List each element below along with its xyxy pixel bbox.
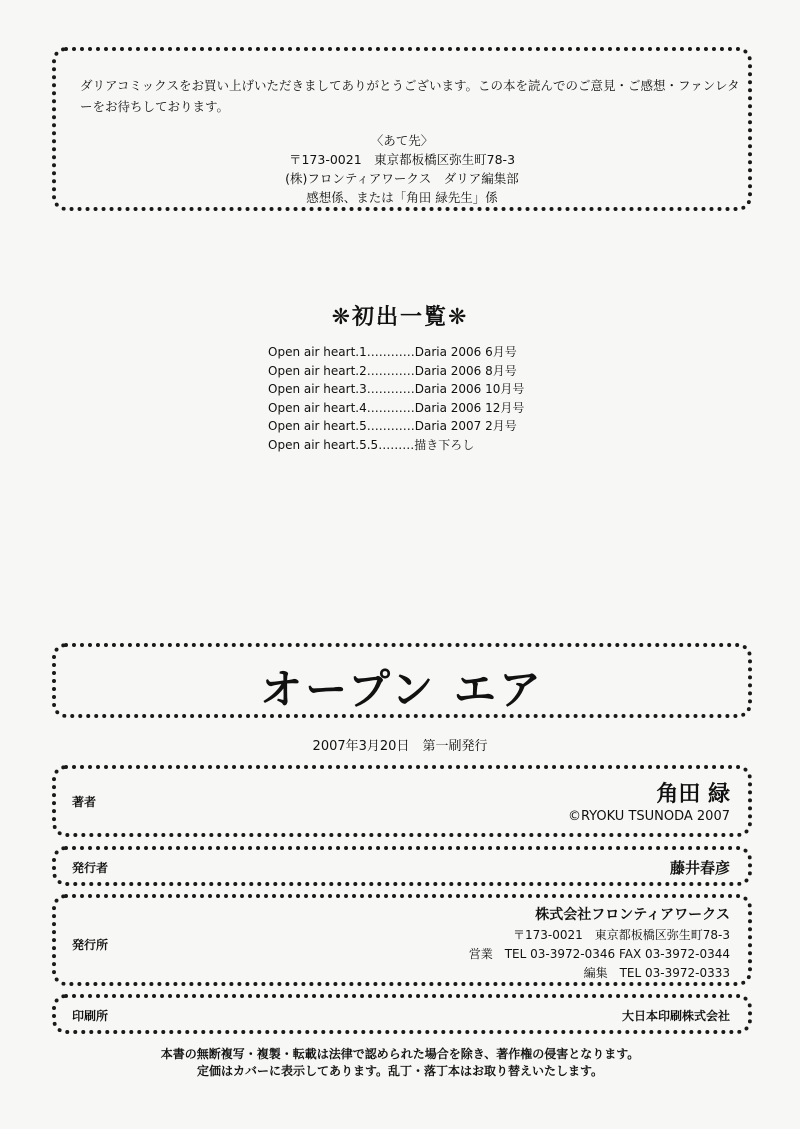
editorial-contact: 編集 TEL 03-3972-0333 bbox=[583, 966, 730, 980]
episode-source: Daria 2006 12月号 bbox=[414, 400, 525, 415]
leader-dots: ………… bbox=[366, 400, 415, 415]
leader-dots: ……… bbox=[378, 437, 415, 452]
copyright-warning: 本書の無断複写・複製・転載は法律で認められた場合を除き、著作権の侵害となります。 bbox=[160, 1047, 640, 1061]
episode-source: Daria 2006 8月号 bbox=[414, 363, 517, 378]
company-address: 〒173-0021 東京都板橋区弥生町78-3 bbox=[512, 928, 730, 942]
first-appearance-list bbox=[268, 343, 524, 454]
publishing-house-label: 発行所 bbox=[72, 938, 109, 952]
episode-source: Daria 2006 6月号 bbox=[414, 345, 517, 359]
price-note: 定価はカバーに表示してあります。乱丁・落丁本はお取り替えいたします。 bbox=[196, 1064, 604, 1078]
episode-title: Open air heart.5 bbox=[268, 419, 367, 433]
book-title-box bbox=[52, 643, 752, 718]
first-appearance-row bbox=[268, 417, 524, 436]
first-appearance-row bbox=[268, 399, 524, 418]
author-name: 角田 緑 bbox=[656, 782, 730, 807]
first-appearance-row bbox=[268, 436, 524, 455]
leader-dots: ………… bbox=[366, 419, 415, 433]
publication-date: 2007年3月20日 第一刷発行 bbox=[312, 739, 488, 754]
episode-title: Open air heart.5.5 bbox=[268, 437, 379, 452]
company-name: 株式会社フロンティアワークス bbox=[535, 907, 730, 923]
printer-label: 印刷所 bbox=[72, 1009, 109, 1023]
address-line-3: 感想係、または「角田 緑先生」係 bbox=[306, 190, 498, 205]
leader-dots: ………… bbox=[366, 363, 415, 378]
publisher-box bbox=[52, 846, 752, 886]
publishing-house-box bbox=[52, 894, 752, 986]
leader-dots: ………… bbox=[366, 382, 415, 396]
address-header: 〈あて先〉 bbox=[370, 133, 434, 148]
leader-dots: ………… bbox=[366, 345, 415, 359]
first-appearance-title: ❋初出一覧❋ bbox=[331, 305, 469, 330]
address-line-2: (株)フロンティアワークス ダリア編集部 bbox=[285, 171, 519, 186]
printer-box bbox=[52, 994, 752, 1034]
author-box bbox=[52, 765, 752, 837]
episode-source: Daria 2006 10月号 bbox=[414, 382, 525, 396]
sales-contact: 営業 TEL 03-3972-0346 FAX 03-3972-0344 bbox=[468, 947, 730, 961]
episode-title: Open air heart.4 bbox=[268, 400, 367, 415]
episode-title: Open air heart.3 bbox=[268, 382, 367, 396]
address-line-1: 〒173-0021 東京都板橋区弥生町78-3 bbox=[288, 152, 516, 167]
legal-footer bbox=[0, 1046, 800, 1080]
mailing-address bbox=[56, 131, 748, 207]
episode-source: Daria 2007 2月号 bbox=[414, 419, 517, 433]
book-title: オープン エア bbox=[260, 665, 544, 714]
copyright-notice: ©RYOKU TSUNODA 2007 bbox=[567, 809, 730, 824]
printer-name: 大日本印刷株式会社 bbox=[621, 1009, 730, 1023]
author-label: 著者 bbox=[72, 795, 97, 809]
first-appearance-row bbox=[268, 343, 524, 362]
first-appearance-row bbox=[268, 362, 524, 381]
reader-notice-box bbox=[52, 47, 752, 211]
publisher-label: 発行者 bbox=[72, 861, 109, 875]
episode-title: Open air heart.1 bbox=[268, 345, 367, 359]
episode-source: 描き下ろし bbox=[414, 437, 475, 452]
publisher-name: 藤井春彦 bbox=[669, 859, 730, 877]
first-appearance-row bbox=[268, 380, 524, 399]
episode-title: Open air heart.2 bbox=[268, 363, 367, 378]
reader-notice-message: ダリアコミックスをお買い上げいただきましてありがとうございます。この本を読んでのご意見・ご感想・ファンレターをお待ちしております。 bbox=[80, 78, 740, 114]
